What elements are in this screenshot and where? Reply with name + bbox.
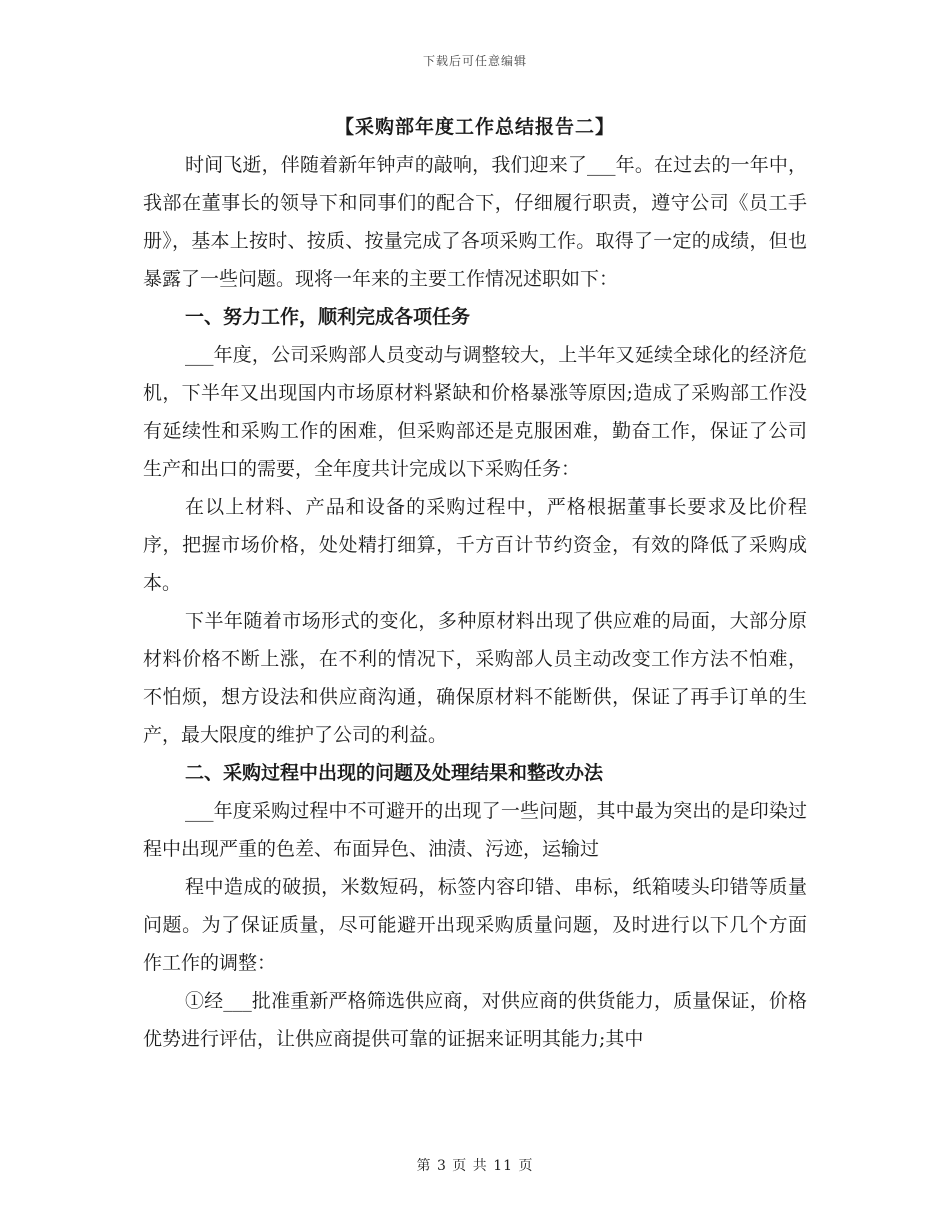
section-heading-2: 二、采购过程中出现的问题及处理结果和整改办法	[185, 762, 604, 784]
body-paragraph: ①经___批准重新严格筛选供应商，对供应商的供货能力，质量保证，价格优势进行评估，让供应商提供可靠的证据来证明其能力;其中	[143, 990, 807, 1050]
body-paragraph: 程中造成的破损，米数短码，标签内容印错、串标，纸箱唛头印错等质量问题。为了保证质量，尽可能避开出现采购质量问题，及时进行以下几个方面作工作的调整：	[143, 876, 807, 974]
body-paragraph: 在以上材料、产品和设备的采购过程中，严格根据董事长要求及比价程序，把握市场价格，处处精打细算，千方百计节约资金，有效的降低了采购成本。	[143, 496, 807, 594]
header-note: 下载后可任意编辑	[422, 54, 527, 68]
body-paragraph: ___年度采购过程中不可避开的出现了一些问题，其中最为突出的是印染过程中出现严重的色差、布面异色、油渍、污迹，运输过	[143, 800, 807, 860]
body-paragraph: ___年度，公司采购部人员变动与调整较大，上半年又延续全球化的经济危机，下半年又出现国内市场原材料紧缺和价格暴涨等原因;造成了采购部工作没有延续性和采购工作的困难，但采购部还是克服困难，勤奋工作，保证了公司生产和出口的需要，全年度共计完成以下采购任务：	[143, 344, 807, 480]
intro-paragraph: 时间飞逝，伴随着新年钟声的敲响，我们迎来了___年。在过去的一年中，我部在董事长的领导下和同事们的配合下，仔细履行职责，遵守公司《员工手册》，基本上按时、按质、按量完成了各项采购工作。取得了一定的成绩，但也暴露了一些问题。现将一年来的主要工作情况述职如下：	[143, 154, 807, 290]
document-title: 【采购部年度工作总结报告二】	[334, 116, 615, 138]
body-paragraph: 下半年随着市场形式的变化，多种原材料出现了供应难的局面，大部分原材料价格不断上涨，在不利的情况下，采购部人员主动改变工作方法不怕难，不怕烦，想方设法和供应商沟通，确保原材料不能断供，保证了再手订单的生产，最大限度的维护了公司的利益。	[143, 610, 807, 746]
section-heading-1: 一、努力工作，顺利完成各项任务	[185, 306, 471, 328]
document-body	[143, 108, 807, 1058]
page-number: 第 3 页 共 11 页	[416, 1158, 534, 1174]
